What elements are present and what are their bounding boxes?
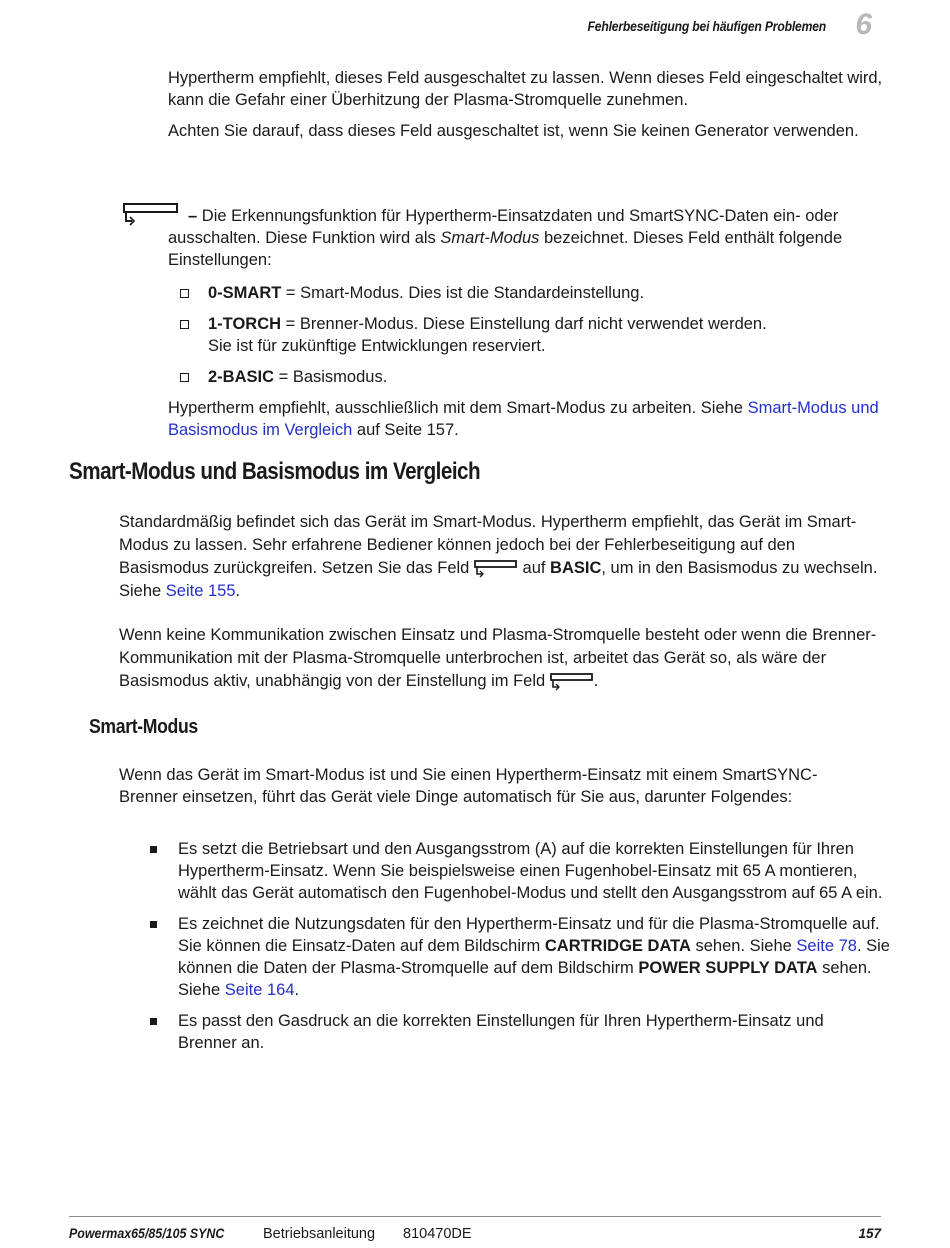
page-link[interactable]: Seite 155 — [165, 582, 236, 600]
footer-divider — [69, 1216, 881, 1217]
text: sehen. Siehe — [178, 959, 872, 999]
checkbox-bullet-icon — [180, 289, 189, 298]
list-item-text: Es setzt die Betriebsart und den Ausgangsstrom (A) auf die korrekten Einstellungen für Ihren Hypertherm-Einsatz. Wenn Sie beispielsweise einen Fugenhobel-Einsatz mit 65 A montieren, wählt das Gerät automatisch den Fugenhobel-Modus und stellt den Ausgangsstrom auf 65 A ein. — [178, 840, 883, 902]
text: . — [235, 582, 241, 600]
text: auf Seite 157. — [352, 421, 459, 439]
text: auf — [517, 559, 551, 577]
option-text: = Smart-Modus. Dies ist die Standardeinstellung. — [281, 284, 645, 302]
bold-text: BASIC — [550, 559, 602, 577]
text: . Sie können die Daten der Plasma-Stromquelle auf dem Bildschirm — [178, 937, 890, 977]
text: . — [593, 672, 599, 690]
footer-doc-number: 810470DE — [403, 1226, 472, 1242]
emphasis: Smart-Modus — [440, 229, 540, 247]
bullet-icon — [150, 1018, 157, 1025]
page-link[interactable]: Seite 164 — [224, 981, 295, 999]
footer-doc-title: Betriebsanleitung — [263, 1226, 376, 1242]
option-code: 1-TORCH — [208, 315, 282, 333]
lcd-field-icon — [550, 673, 594, 691]
text: Wenn keine Kommunikation zwischen Einsatz und Plasma-Stromquelle besteht oder wenn die Brenner-Kommunikation mit der Plasma-Stromquelle unterbrochen ist, arbeitet das Gerät so, als wäre der Basismodus aktiv, unabhängig von der Einstellung im Feld — [119, 626, 877, 690]
section-heading: Smart-Modus und Basismodus im Vergleich — [69, 458, 481, 485]
option-code: 0-SMART — [208, 284, 282, 302]
text: . — [294, 981, 300, 999]
paragraph: Achten Sie darauf, dass dieses Feld ausgeschaltet ist, wenn Sie keinen Generator verwenden. — [168, 122, 859, 140]
footer-product: Powermax65/85/105 SYNC — [69, 1226, 225, 1241]
option-text: = Brenner-Modus. Diese Einstellung darf nicht verwendet werden. — [281, 315, 767, 333]
lcd-field-icon — [474, 560, 518, 578]
list-item-text: Es passt den Gasdruck an die korrekten Einstellungen für Ihren Hypertherm-Einsatz und Brenner an. — [178, 1012, 824, 1052]
mode-options-list — [180, 282, 870, 397]
text: , um in den Basismodus zu wechseln. Siehe — [119, 559, 878, 600]
text: Die Erkennungsfunktion für Hypertherm-Einsatzdaten und SmartSYNC-Daten ein- oder ausschalten. Diese Funktion wird als — [168, 207, 839, 247]
list-item — [180, 313, 870, 357]
list-item — [180, 282, 870, 304]
subsection-heading: Smart-Modus — [89, 715, 198, 738]
section-paragraph-2 — [119, 624, 884, 693]
chapter-title: Fehlerbeseitigung bei häufigen Problemen — [587, 19, 826, 34]
dash: – — [188, 207, 198, 225]
recommendation — [168, 397, 883, 441]
bullet-icon — [150, 921, 157, 928]
option-code: 2-BASIC — [208, 368, 275, 386]
list-item — [150, 913, 890, 1001]
bullet-icon — [150, 846, 157, 853]
list-item — [180, 366, 870, 388]
section-paragraph-1 — [119, 511, 884, 603]
checkbox-bullet-icon — [180, 320, 189, 329]
paragraph — [168, 205, 883, 271]
text: Standardmäßig befindet sich das Gerät im Smart-Modus. Hypertherm empfiehlt, das Gerät im Smart-Modus zu lassen. Sehr erfahrene Bediener können jedoch bei der Fehlerbeseitigung auf den Basismodus zurückgreifen. Setzen Sie das Feld — [119, 513, 857, 577]
chapter-number: 6 — [855, 8, 872, 41]
list-item — [150, 838, 890, 904]
smart-intro — [119, 764, 859, 808]
paragraph: Wenn das Gerät im Smart-Modus ist und Sie einen Hypertherm-Einsatz mit einem SmartSYNC-Brenner einsetzen, führt das Gerät viele Dinge automatisch für Sie aus, darunter Folgendes: — [119, 766, 818, 806]
option-text: = Basismodus. — [274, 368, 388, 386]
bold-text: CARTRIDGE DATA — [544, 937, 691, 955]
text: Es zeichnet die Nutzungsdaten für den Hypertherm-Einsatz und für die Plasma-Stromquelle auf. Sie können die Einsatz-Daten auf dem Bildschirm — [178, 915, 880, 955]
checkbox-bullet-icon — [180, 373, 189, 382]
top-paragraphs — [168, 67, 883, 142]
mode-field-description — [168, 205, 883, 271]
text: bezeichnet. Dieses Feld enthält folgende Einstellungen: — [168, 229, 843, 269]
list-item — [150, 1010, 890, 1054]
paragraph: Hypertherm empfiehlt, dieses Feld ausgeschaltet zu lassen. Wenn dieses Feld eingeschaltet wird, kann die Gefahr einer Überhitzung der Plasma-Stromquelle zunehmen. — [168, 69, 883, 109]
bold-text: POWER SUPPLY DATA — [638, 959, 818, 977]
option-text-2: Sie ist für zukünftige Entwicklungen reserviert. — [208, 337, 546, 355]
page-number: 157 — [858, 1226, 881, 1241]
text: Hypertherm empfiehlt, ausschließlich mit dem Smart-Modus zu arbeiten. Siehe — [168, 399, 748, 417]
text: sehen. Siehe — [690, 937, 797, 955]
smart-features-list — [150, 838, 890, 1063]
cross-reference-link[interactable]: Smart-Modus und Basismodus im Vergleich — [168, 399, 879, 439]
page-link[interactable]: Seite 78 — [796, 937, 857, 955]
